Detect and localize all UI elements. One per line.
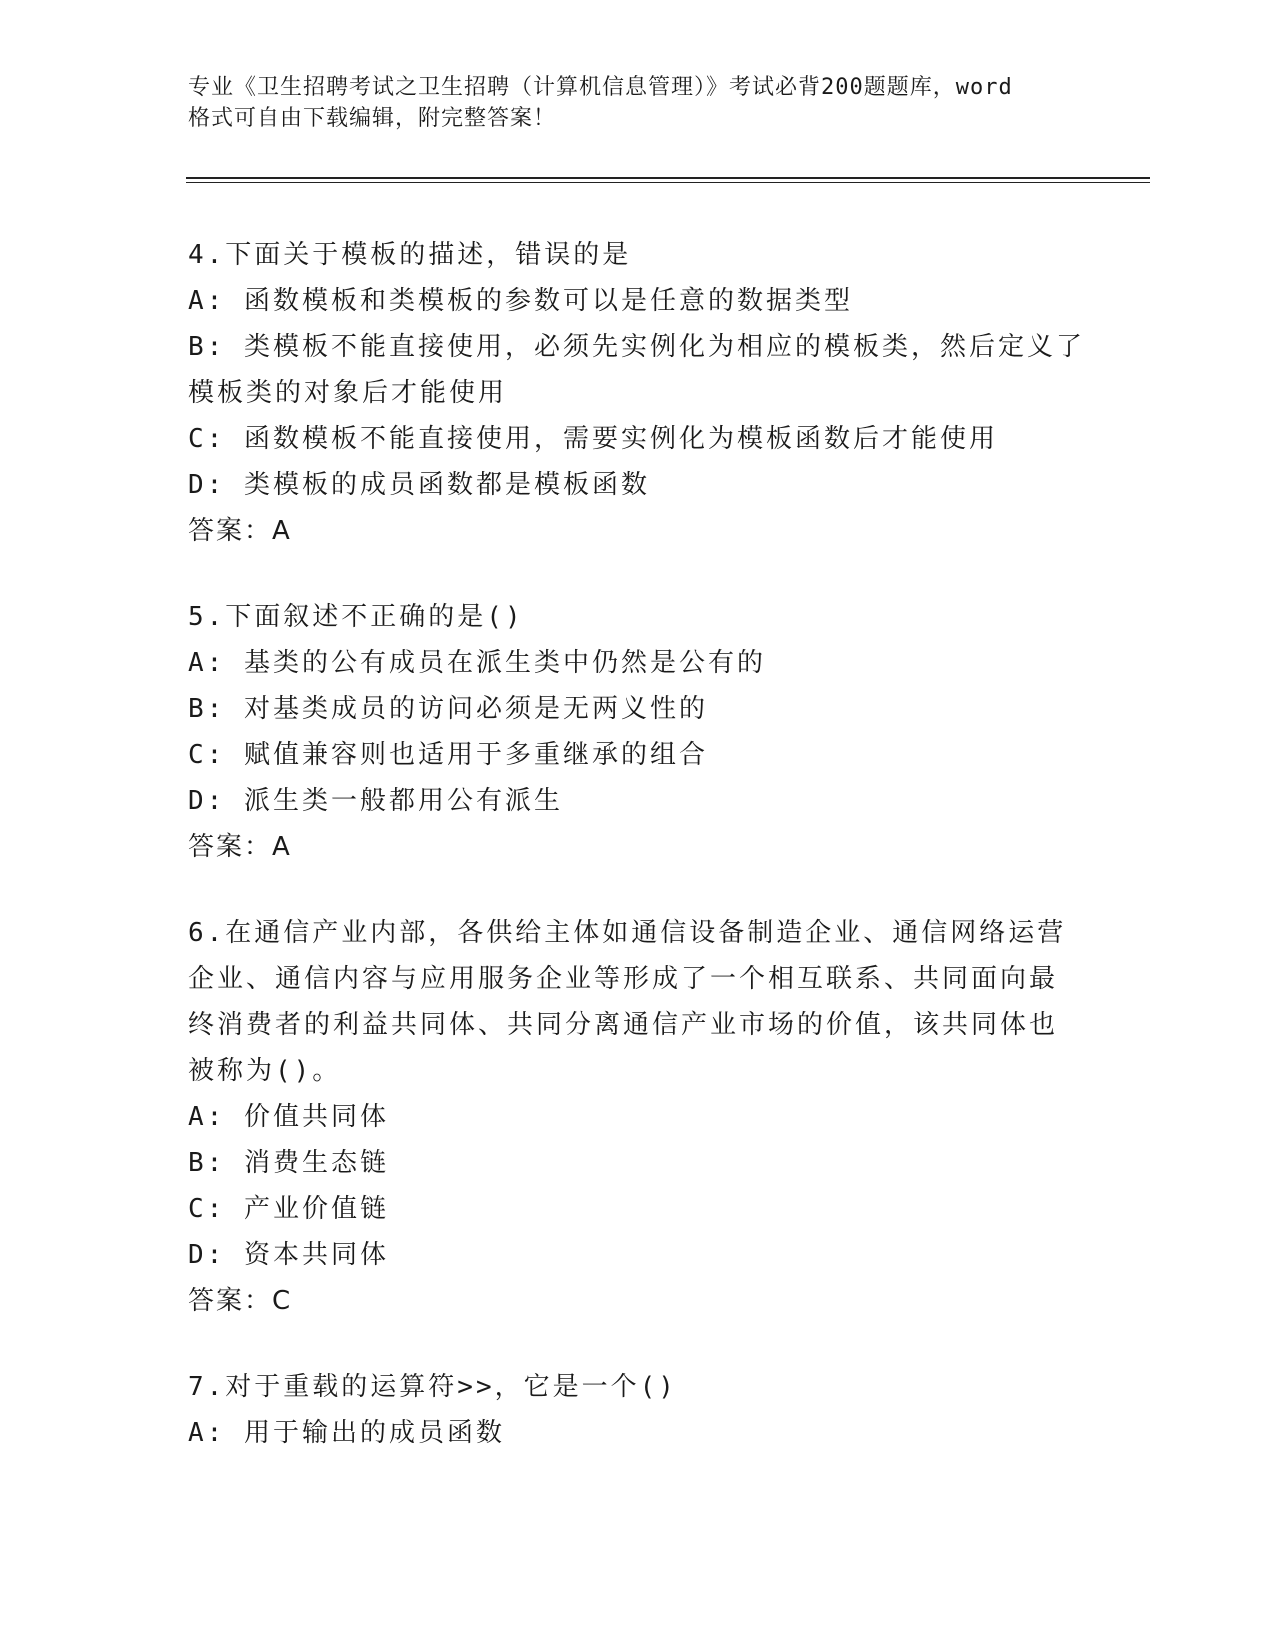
option-line: A: 基类的公有成员在派生类中仍然是公有的: [188, 648, 766, 678]
option-line: D: 类模板的成员函数都是模板函数: [188, 470, 650, 500]
question-list: [188, 232, 1088, 1496]
option-line: B: 对基类成员的访问必须是无两义性的: [188, 694, 708, 724]
document-header: [188, 72, 1088, 134]
option-line: D: 资本共同体: [188, 1240, 389, 1270]
question-stem: 7.对于重载的运算符>>，它是一个(): [188, 1372, 677, 1402]
question-stem: 5.下面叙述不正确的是(): [188, 602, 524, 632]
option-line: D: 派生类一般都用公有派生: [188, 786, 563, 816]
question-stem: 4.下面关于模板的描述，错误的是: [188, 240, 632, 270]
option-line: A: 用于输出的成员函数: [188, 1418, 505, 1448]
question-block: [188, 594, 1088, 870]
header-line-1: 专业《卫生招聘考试之卫生招聘（计算机信息管理）》考试必背200题题库，word: [188, 75, 1013, 100]
answer-line: 答案：C: [188, 1286, 293, 1316]
answer-line: 答案：A: [188, 832, 292, 862]
question-stem: 被称为()。: [188, 1056, 342, 1086]
option-line: 模板类的对象后才能使用: [188, 378, 508, 408]
question-block: [188, 1364, 1088, 1456]
header-divider-thick: [186, 177, 1150, 179]
option-line: B: 类模板不能直接使用，必须先实例化为相应的模板类，然后定义了: [188, 332, 1085, 362]
option-line: B: 消费生态链: [188, 1148, 389, 1178]
option-line: C: 产业价值链: [188, 1194, 389, 1224]
question-stem: 企业、通信内容与应用服务企业等形成了一个相互联系、共同面向最: [188, 964, 1059, 994]
header-divider-thin: [186, 182, 1150, 183]
question-block: [188, 910, 1088, 1324]
option-line: A: 函数模板和类模板的参数可以是任意的数据类型: [188, 286, 853, 316]
question-stem: 终消费者的利益共同体、共同分离通信产业市场的价值，该共同体也: [188, 1010, 1059, 1040]
header-line-2: 格式可自由下载编辑，附完整答案！: [188, 106, 557, 131]
answer-line: 答案：A: [188, 516, 292, 546]
question-stem: 6.在通信产业内部，各供给主体如通信设备制造企业、通信网络运营: [188, 918, 1067, 948]
question-block: [188, 232, 1088, 554]
option-line: C: 赋值兼容则也适用于多重继承的组合: [188, 740, 708, 770]
option-line: C: 函数模板不能直接使用，需要实例化为模板函数后才能使用: [188, 424, 998, 454]
option-line: A: 价值共同体: [188, 1102, 389, 1132]
